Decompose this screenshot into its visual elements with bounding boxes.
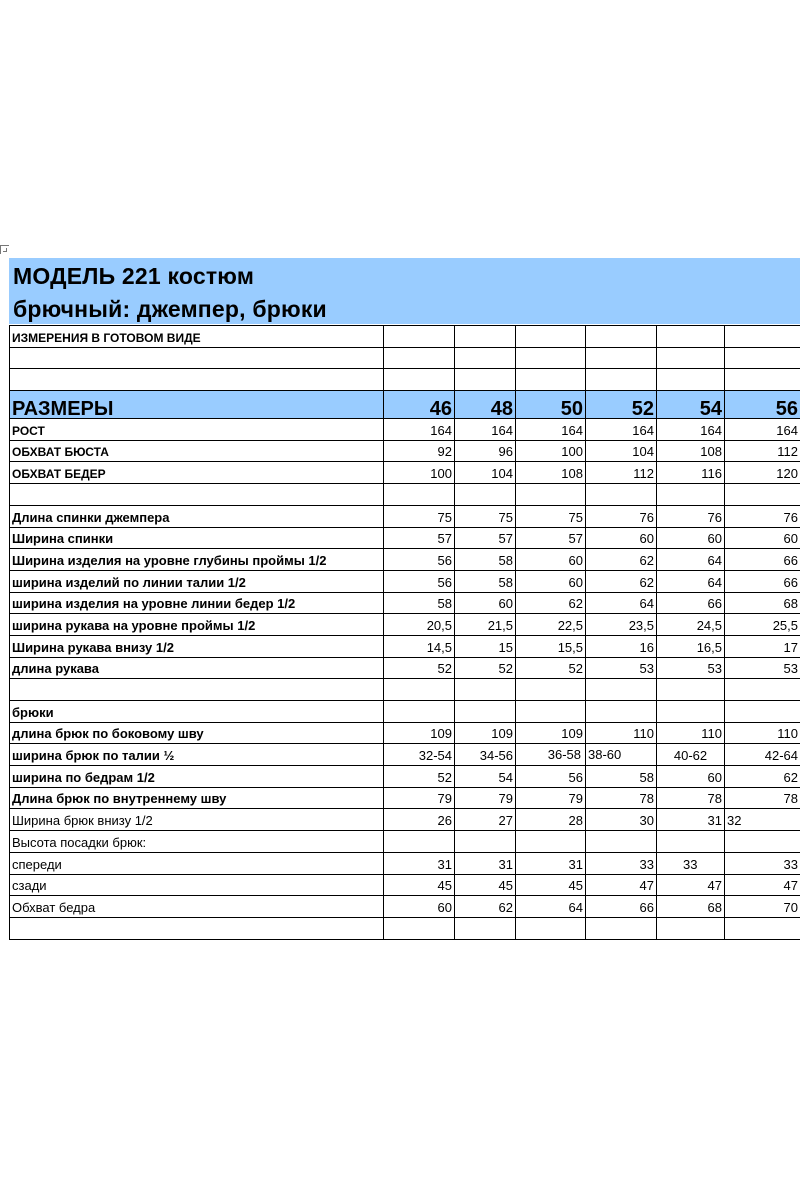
sizes-label: РАЗМЕРЫ [10, 391, 384, 419]
size-chart-table [9, 325, 800, 940]
cell-value: 64 [657, 570, 725, 592]
cell-value: 64 [586, 592, 657, 614]
cell-value: 32 [725, 809, 800, 831]
model-title-line-1: МОДЕЛЬ 221 костюм [13, 263, 255, 289]
cell-value: 54 [455, 766, 516, 788]
cell-value: 58 [384, 592, 455, 614]
table-row [10, 570, 800, 592]
cell-value: 76 [725, 505, 800, 527]
cell-value: 64 [516, 896, 586, 918]
table-row [10, 505, 800, 527]
cell-value: 45 [384, 874, 455, 896]
row-label: РОСТ [10, 419, 384, 441]
cell-value: 70 [725, 896, 800, 918]
table-row [10, 852, 800, 874]
row-label: ОБХВАТ БЮСТА [10, 440, 384, 462]
row-label: Длина брюк по внутреннему шву [10, 787, 384, 809]
cell-value: 47 [657, 874, 725, 896]
cell-value: 60 [516, 549, 586, 571]
row-label: Ширина брюк внизу 1/2 [10, 809, 384, 831]
model-title-line-2: брючный: джемпер, брюки [13, 296, 327, 322]
cell-value: 45 [516, 874, 586, 896]
cell-value: 22,5 [516, 614, 586, 636]
row-label: Ширина спинки [10, 527, 384, 549]
cell-value: 58 [455, 570, 516, 592]
cell-value: 23,5 [586, 614, 657, 636]
cell-value: 21,5 [455, 614, 516, 636]
cell-value: 109 [455, 722, 516, 744]
cell-value: 47 [586, 874, 657, 896]
cell-value: 66 [586, 896, 657, 918]
cell-value: 79 [384, 787, 455, 809]
size-54: 54 [657, 391, 725, 419]
table-row [10, 419, 800, 441]
row-label: Длина спинки джемпера [10, 505, 384, 527]
cell-value: 42-64 [725, 744, 800, 766]
measurements-heading: ИЗМЕРЕНИЯ В ГОТОВОМ ВИДЕ [10, 326, 384, 348]
cell-value: 64 [657, 549, 725, 571]
cell-value: 66 [657, 592, 725, 614]
cell-value: 62 [455, 896, 516, 918]
cell-value: 60 [725, 527, 800, 549]
sizes-header-row [10, 391, 800, 419]
row-label: Высота посадки брюк: [10, 831, 384, 853]
cell-value: 34-56 [455, 744, 516, 766]
cell-value: 32-54 [384, 744, 455, 766]
table-row [10, 462, 800, 484]
cell-value: 62 [586, 570, 657, 592]
cell-value: 30 [586, 809, 657, 831]
cell-value: 40-62 [657, 744, 725, 766]
cell-value: 109 [516, 722, 586, 744]
cell-value-split [586, 744, 657, 766]
cell-value: 31 [657, 809, 725, 831]
table-row [10, 657, 800, 679]
title-band [9, 258, 800, 324]
cell-value: 120 [725, 462, 800, 484]
cell-value: 56 [516, 766, 586, 788]
cell-value: 20,5 [384, 614, 455, 636]
cell-value: 110 [657, 722, 725, 744]
row-label: длина рукава [10, 657, 384, 679]
cell-value: 109 [384, 722, 455, 744]
table-row [10, 440, 800, 462]
cell-value: 62 [516, 592, 586, 614]
cell-value: 25,5 [725, 614, 800, 636]
cell-value: 16,5 [657, 635, 725, 657]
table-row-empty [10, 917, 800, 939]
cell-value: 75 [455, 505, 516, 527]
table-row [10, 896, 800, 918]
cell-corner-marker [0, 245, 9, 254]
cell-value: 79 [455, 787, 516, 809]
cell-value: 52 [384, 766, 455, 788]
cell-value: 78 [586, 787, 657, 809]
size-50: 50 [516, 391, 586, 419]
table-row [10, 809, 800, 831]
row-label: сзади [10, 874, 384, 896]
row-label: ширина по бедрам 1/2 [10, 766, 384, 788]
size-46: 46 [384, 391, 455, 419]
cell-value: 75 [384, 505, 455, 527]
cell-value: 26 [384, 809, 455, 831]
cell-value: 36-58 [547, 747, 581, 763]
table-row [10, 874, 800, 896]
size-52: 52 [586, 391, 657, 419]
row-label: ширина изделия на уровне линии бедер 1/2 [10, 592, 384, 614]
cell-value: 31 [455, 852, 516, 874]
cell-value: 164 [657, 419, 725, 441]
row-label: ширина рукава на уровне проймы 1/2 [10, 614, 384, 636]
cell-value: 75 [516, 505, 586, 527]
cell-value: 96 [455, 440, 516, 462]
cell-value: 33 [657, 852, 725, 874]
cell-value: 60 [657, 527, 725, 549]
table-row [10, 592, 800, 614]
cell-value: 17 [725, 635, 800, 657]
cell-value: 164 [516, 419, 586, 441]
cell-value: 60 [657, 766, 725, 788]
table-row-empty [10, 679, 800, 701]
section-label-trousers: брюки [10, 701, 384, 723]
cell-value: 33 [725, 852, 800, 874]
cell-value: 52 [384, 657, 455, 679]
cell-value: 57 [516, 527, 586, 549]
table-row [10, 635, 800, 657]
row-label: спереди [10, 852, 384, 874]
cell-value: 78 [657, 787, 725, 809]
row-label: Ширина рукава внизу 1/2 [10, 635, 384, 657]
cell-value: 28 [516, 809, 586, 831]
cell-value: 58 [455, 549, 516, 571]
cell-value: 45 [455, 874, 516, 896]
table-row [10, 722, 800, 744]
cell-value: 62 [725, 766, 800, 788]
table-row [10, 614, 800, 636]
cell-value: 52 [455, 657, 516, 679]
cell-value: 164 [586, 419, 657, 441]
cell-value: 79 [516, 787, 586, 809]
cell-value: 53 [586, 657, 657, 679]
row-label: ширина изделий по линии талии 1/2 [10, 570, 384, 592]
cell-value: 31 [384, 852, 455, 874]
row-label: ОБХВАТ БЕДЕР [10, 462, 384, 484]
cell-value: 38-60 [588, 747, 622, 763]
cell-value: 164 [725, 419, 800, 441]
cell-value: 56 [384, 570, 455, 592]
cell-value: 66 [725, 570, 800, 592]
size-48: 48 [455, 391, 516, 419]
cell-value: 60 [384, 896, 455, 918]
table-row [10, 831, 800, 853]
table-row-empty [10, 484, 800, 506]
cell-value: 66 [725, 549, 800, 571]
cell-value: 47 [725, 874, 800, 896]
size-56: 56 [725, 391, 800, 419]
table-row [10, 326, 800, 348]
cell-value: 24,5 [657, 614, 725, 636]
cell-value: 60 [516, 570, 586, 592]
cell-value: 15 [455, 635, 516, 657]
cell-value: 100 [516, 440, 586, 462]
cell-value-split [516, 744, 586, 766]
cell-value: 62 [586, 549, 657, 571]
cell-value: 112 [586, 462, 657, 484]
cell-value: 110 [725, 722, 800, 744]
cell-value: 53 [725, 657, 800, 679]
row-label: Ширина изделия на уровне глубины проймы 1/2 [10, 549, 384, 571]
cell-value: 14,5 [384, 635, 455, 657]
cell-value: 116 [657, 462, 725, 484]
cell-value: 57 [384, 527, 455, 549]
cell-value: 108 [516, 462, 586, 484]
table-row [10, 744, 800, 766]
cell-value: 31 [516, 852, 586, 874]
cell-value: 52 [516, 657, 586, 679]
table-row [10, 787, 800, 809]
table-row-empty [10, 347, 800, 369]
cell-value: 33 [586, 852, 657, 874]
cell-value: 58 [586, 766, 657, 788]
cell-value: 92 [384, 440, 455, 462]
table-row [10, 527, 800, 549]
cell-value: 60 [455, 592, 516, 614]
row-label: Обхват бедра [10, 896, 384, 918]
cell-value: 16 [586, 635, 657, 657]
cell-value: 57 [455, 527, 516, 549]
cell-value: 104 [455, 462, 516, 484]
cell-value: 104 [586, 440, 657, 462]
cell-value: 78 [725, 787, 800, 809]
table-row [10, 766, 800, 788]
cell-value: 68 [657, 896, 725, 918]
cell-value: 100 [384, 462, 455, 484]
row-label: длина брюк по боковому шву [10, 722, 384, 744]
cell-value: 76 [657, 505, 725, 527]
cell-value: 108 [657, 440, 725, 462]
table-row [10, 701, 800, 723]
cell-value: 68 [725, 592, 800, 614]
table-row [10, 549, 800, 571]
table-row-empty [10, 369, 800, 391]
cell-value: 15,5 [516, 635, 586, 657]
cell-value: 164 [455, 419, 516, 441]
cell-value: 56 [384, 549, 455, 571]
cell-value: 110 [586, 722, 657, 744]
cell-value: 60 [586, 527, 657, 549]
cell-value: 112 [725, 440, 800, 462]
cell-value: 76 [586, 505, 657, 527]
cell-value: 164 [384, 419, 455, 441]
cell-value: 53 [657, 657, 725, 679]
cell-value: 27 [455, 809, 516, 831]
row-label: ширина брюк по талии ½ [10, 744, 384, 766]
